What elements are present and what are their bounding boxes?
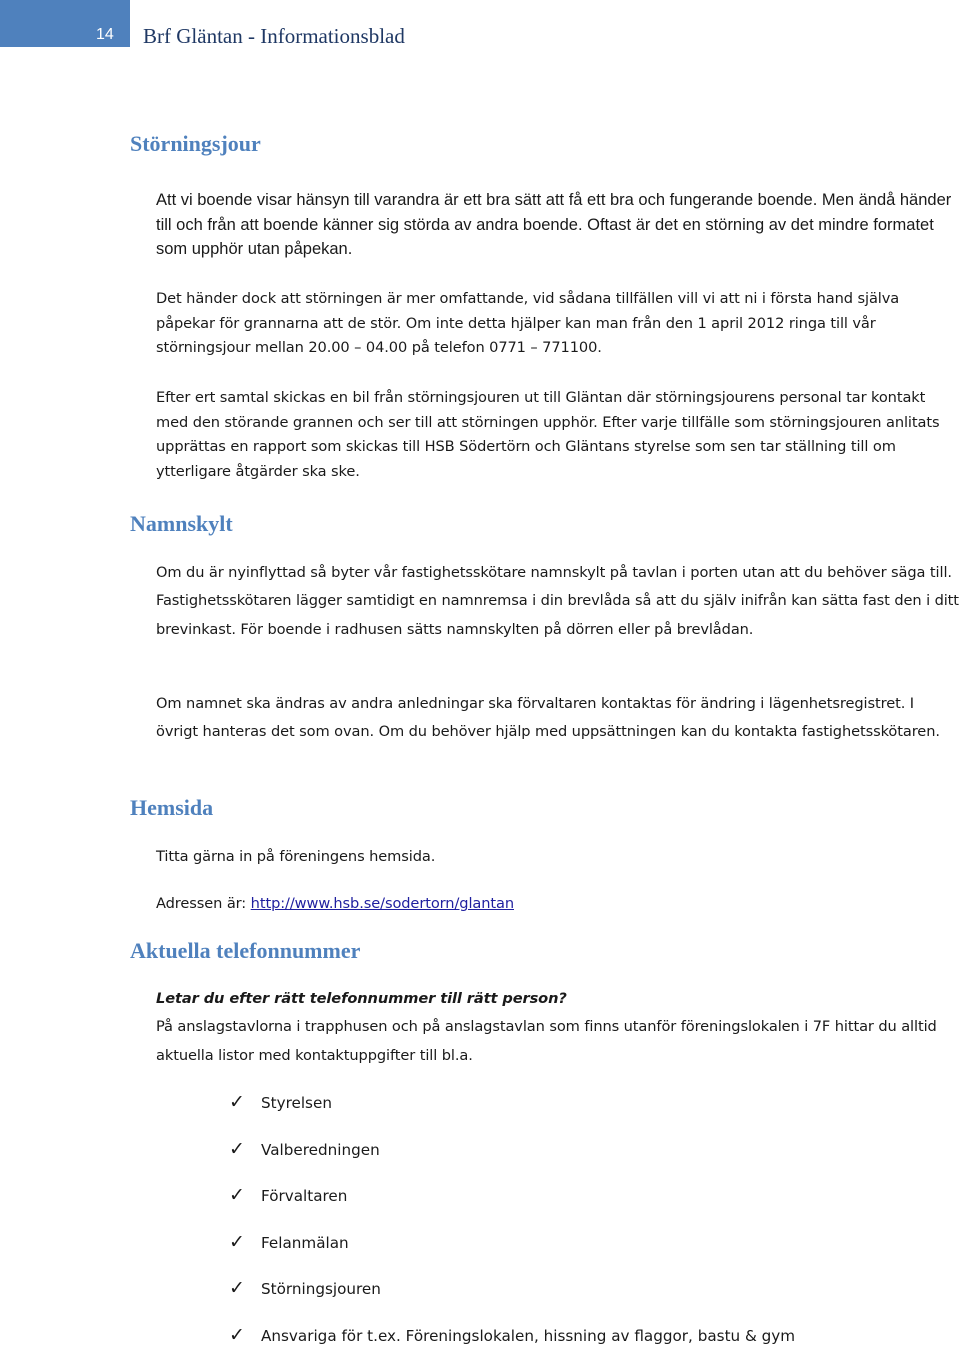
heading-telefonnummer: Aktuella telefonnummer xyxy=(130,938,360,964)
hemsida-address-label: Adressen är: xyxy=(156,895,251,912)
list-item xyxy=(229,1323,795,1369)
hemsida-paragraph: Titta gärna in på föreningens hemsida. xyxy=(156,845,960,870)
list-item-label: Ansvariga för t.ex. Föreningslokalen, hissning av flaggor, bastu & gym xyxy=(261,1323,795,1349)
check-icon: ✓ xyxy=(229,1276,261,1300)
storningsjour-paragraph-3: Efter ert samtal skickas en bil från störningsjouren ut till Gläntan där störningsjourens personal tar kontakt med den störande grannen och ser till att störningen upphör. Efter varje tillfälle som störningsjouren anlitats upprättas en rapport som skickas till HSB Södertörn och Gläntans styrelse som sen tar ställning till om ytterligare åtgärder ska ske. xyxy=(156,386,960,484)
heading-hemsida: Hemsida xyxy=(130,795,213,821)
telefon-body: På anslagstavlorna i trapphusen och på anslagstavlan som finns utanför föreningslokalen i 7F hittar du alltid aktuella listor med kontaktuppgifter till bl.a. xyxy=(156,1018,937,1063)
list-item-label: Valberedningen xyxy=(261,1137,380,1163)
telefon-question: Letar du efter rätt telefonnummer till rätt person? xyxy=(156,990,567,1007)
list-item-label: Störningsjouren xyxy=(261,1276,381,1302)
heading-storningsjour: Störningsjour xyxy=(130,131,261,157)
storningsjour-paragraph-1: Att vi boende visar hänsyn till varandra är ett bra sätt att få ett bra och fungerande boende. Men ändå händer till och från att boende känner sig störda av andra boende. Oftast är det en störning av det mindre formatet som upphör utan påpekan. xyxy=(156,188,960,262)
hemsida-link[interactable]: http://www.hsb.se/sodertorn/glantan xyxy=(251,895,514,912)
check-icon: ✓ xyxy=(229,1323,261,1347)
header-title: Brf Gläntan - Informationsblad xyxy=(143,24,405,49)
contact-list xyxy=(229,1090,795,1369)
check-icon: ✓ xyxy=(229,1090,261,1114)
telefon-paragraph xyxy=(156,985,960,1070)
check-icon: ✓ xyxy=(229,1137,261,1161)
list-item-label: Felanmälan xyxy=(261,1230,349,1256)
list-item-label: Styrelsen xyxy=(261,1090,332,1116)
namnskylt-paragraph-1: Om du är nyinflyttad så byter vår fastighetsskötare namnskylt på tavlan i porten utan att du behöver säga till. Fastighetsskötaren lägger samtidigt en namnremsa i din brevlåda så att du själv inifrån kan sätta fast den i ditt brevinkast. För boende i radhusen sätts namnskylten på dörren eller på brevlådan. xyxy=(156,559,960,644)
namnskylt-paragraph-2: Om namnet ska ändras av andra anledningar ska förvaltaren kontaktas för ändring i lägenhetsregistret. I övrigt hanteras det som ovan. Om du behöver hjälp med uppsättningen kan du kontakta fastighetsskötaren. xyxy=(156,690,960,747)
hemsida-address xyxy=(156,892,960,917)
list-item xyxy=(229,1137,795,1184)
heading-namnskylt: Namnskylt xyxy=(130,511,233,537)
list-item xyxy=(229,1276,795,1323)
page-number: 14 xyxy=(96,26,114,44)
check-icon: ✓ xyxy=(229,1183,261,1207)
list-item xyxy=(229,1183,795,1230)
list-item-label: Förvaltaren xyxy=(261,1183,347,1209)
list-item xyxy=(229,1230,795,1277)
storningsjour-paragraph-2: Det händer dock att störningen är mer omfattande, vid sådana tillfällen vill vi att ni i första hand själva påpekar för grannarna att de stör. Om inte detta hjälper kan man från den 1 april 2012 ringa till vår störningsjour mellan 20.00 – 04.00 på telefon 0771 – 771100. xyxy=(156,287,960,361)
check-icon: ✓ xyxy=(229,1230,261,1254)
list-item xyxy=(229,1090,795,1137)
